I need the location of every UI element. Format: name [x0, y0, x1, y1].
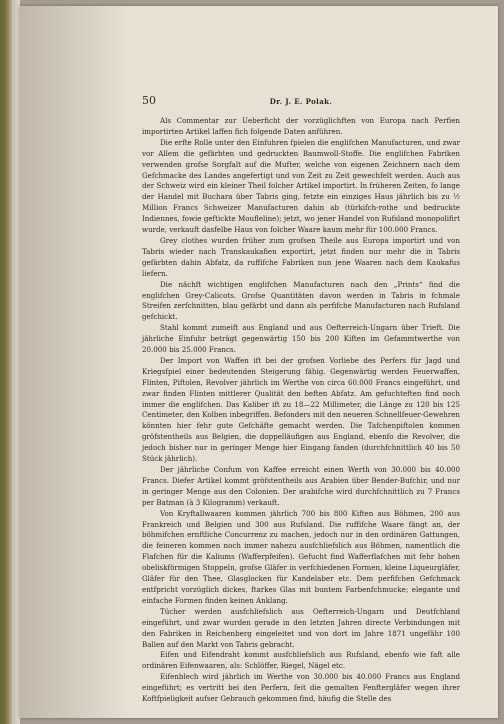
paragraph: Tücher werden ausfchliefslich aus Oefterreich-Ungarn und Deutfchland eingeführt, und zwar wurden gerade in den letzten Jahren directe Verbindungen mit den Fabriken in Reichenberg eingeleitet und von dort im Jahre 1871 ungefähr 100 Ballen auf den Markt von Tabris gebracht. [142, 606, 460, 649]
book-binding-edge [0, 0, 12, 724]
paragraph: Der jährliche Confum von Kaffee erreicht einen Werth von 30.000 bis 40.000 Francs. Diefer Artikel kommt gröfstentheils aus Arabien über Bender-Bufchir, und nur in geringer Menge aus den Colonien. Der arabifche wird durchfchnittlich zu 7 Francs per Batman (à 3 Kilogramm) verkauft. [142, 465, 460, 507]
paragraph: Als Commentar zur Ueberficht der vorzüglichften von Europa nach Perfien importirten Artikel laffen fich folgende Daten anführen. [142, 116, 460, 136]
paragraph: Eifen und Eifendraht kommt ausfchliefslich aus Rufsland, ebenfo wie faft alle ordinären Eifenwaaren, als: Schlöffer, Riegel, Nägel etc. [142, 650, 460, 671]
paragraph: Stahl kommt zumeift aus England und aus Oefterreich-Ungarn über Trieft. Die jährliche Einfuhr beträgt gegenwärtig 150 bis 200 Kiften im Gefammtwerthe von 20.000 bis 25.000 Francs. [142, 323, 460, 355]
author-header: Dr. J. E. Polak. [269, 97, 333, 106]
paragraph: Die nächft wichtigen englifchen Manufacturen nach den „Prints“ find die englifchen Grey-Calicots. Grofse Quantitäten davon werden in Tabris in fchmale Streifen zerfchnitten, blau gefärbt und dann als perfifche Manufacturen nach Rufsland gefchickt. [142, 279, 460, 322]
paragraph: Der Import von Waffen ift bei der grofsen Vorliebe des Perfers für Jagd und Kriegsfpiel einer bedeutenden Steigerung fähig. Gegenwärtig werden Feuerwaffen, Flinten, Piftolen, Revolver jährlich im Werthe von circa 60.000 Francs eingeführt, und zwar finden Flinten mittlerer Qualität den beften Abfatz. Am gefuchteften find noch immer die englifchen. Das Kaliber ift zu 18—22 Millimeter, die Länge zu 120 bis 125 Centimeter, den Kolben inbegriffen. Befonders mit den neueren Schnellfeuer-Gewehren könnten hier fehr gute Gefchäfte gemacht werden. Die Tafchenpiftolen kommen gröfstentheils aus Belgien, die doppelläufigen aus England, ebenfo die Revolver, die jedoch bisher nur in geringer Menge hier Eingang fanden (durchfchnittlich 40 bis 50 Stück jährlich). [142, 355, 460, 464]
paragraph: Grey clothes wurden früher zum grofsen Theile aus Europa importirt und von Tabris wieder nach Transkaukafien exportirt, jetzt finden nur mehr die in Tabris gefärbten dahin Abfatz, da ruffifche Fabriken nun jene Waaren nach dem Kaukafus liefern. [142, 235, 460, 278]
body-text [142, 116, 460, 705]
page-number: 50 [142, 94, 156, 107]
page-edge-strip [12, 0, 20, 724]
paragraph: Von Kryftallwaaren kommen jährlich 700 bis 800 Kiften aus Böhmen, 200 aus Frankreich und Belgien und 300 aus Rufsland. Die ruffifche Waare fängt an, der böhmifchen ernftliche Concurrenz zu machen, jedoch nur in den ordinären Gattungen, die feineren kommen noch immer nahezu ausfchliefslich aus Böhmen, namentlich die Flafchen für die Kaliums (Wafferpfeifen). Gefucht find Wafferflafchen mit fehr hohen obeliskförmigen Stoppeln, grofse Gläfer in verfchiedenen Formen, kleine Liqueurgläfer, Gläfer für den Thee, Glasglocken für Kandelaber etc. Dem perfifchen Gefchmack entfpricht vorzüglich dickes, ftarkes Glas mit buntem Farbenfchmucke; elegante und einfache Formen finden keinen Anklang. [142, 508, 460, 605]
running-header [142, 96, 460, 108]
paragraph: Die erfte Rolle unter den Einfuhren fpielen die englifchen Manufacturen, und zwar vor Allem die gefärbten und gedruckten Baumwoll-Stoffe. Die englifchen Fabriken verwenden grofse Sorgfalt auf die Mufter, welche von eigenen Zeichnern nach dem Gefchmacke des Landes angefertigt und von Zeit zu Zeit gewechfelt werden. Auch aus der Schweiz wird ein kleiner Theil folcher Artikel importirt. In früheren Zeiten, fo lange der Handel mit Buchara über Tabris ging, fetzte ein einziges Haus jährlich bis zu ½ Million Francs Schweizer Manufacturen dahin ab (türkifch-rothe und bedruckte Indiennes, fowie geftickte Moufleline); jetzt, wo jener Handel von Rufsland monopolifirt wurde, verkauft dasfelbe Haus von folcher Waare kaum mehr für 100.000 Francs. [142, 137, 460, 235]
paragraph: Eifenblech wird jährlich im Werthe von 30.000 bis 40.000 Francs aus England eingeführt; es vertritt bei den Perfern, feit die gemalten Fenftergläfer wegen ihrer Koftfpieligkeit aufser Gebrauch gekommen find, häufig die Stelle des [142, 672, 460, 704]
